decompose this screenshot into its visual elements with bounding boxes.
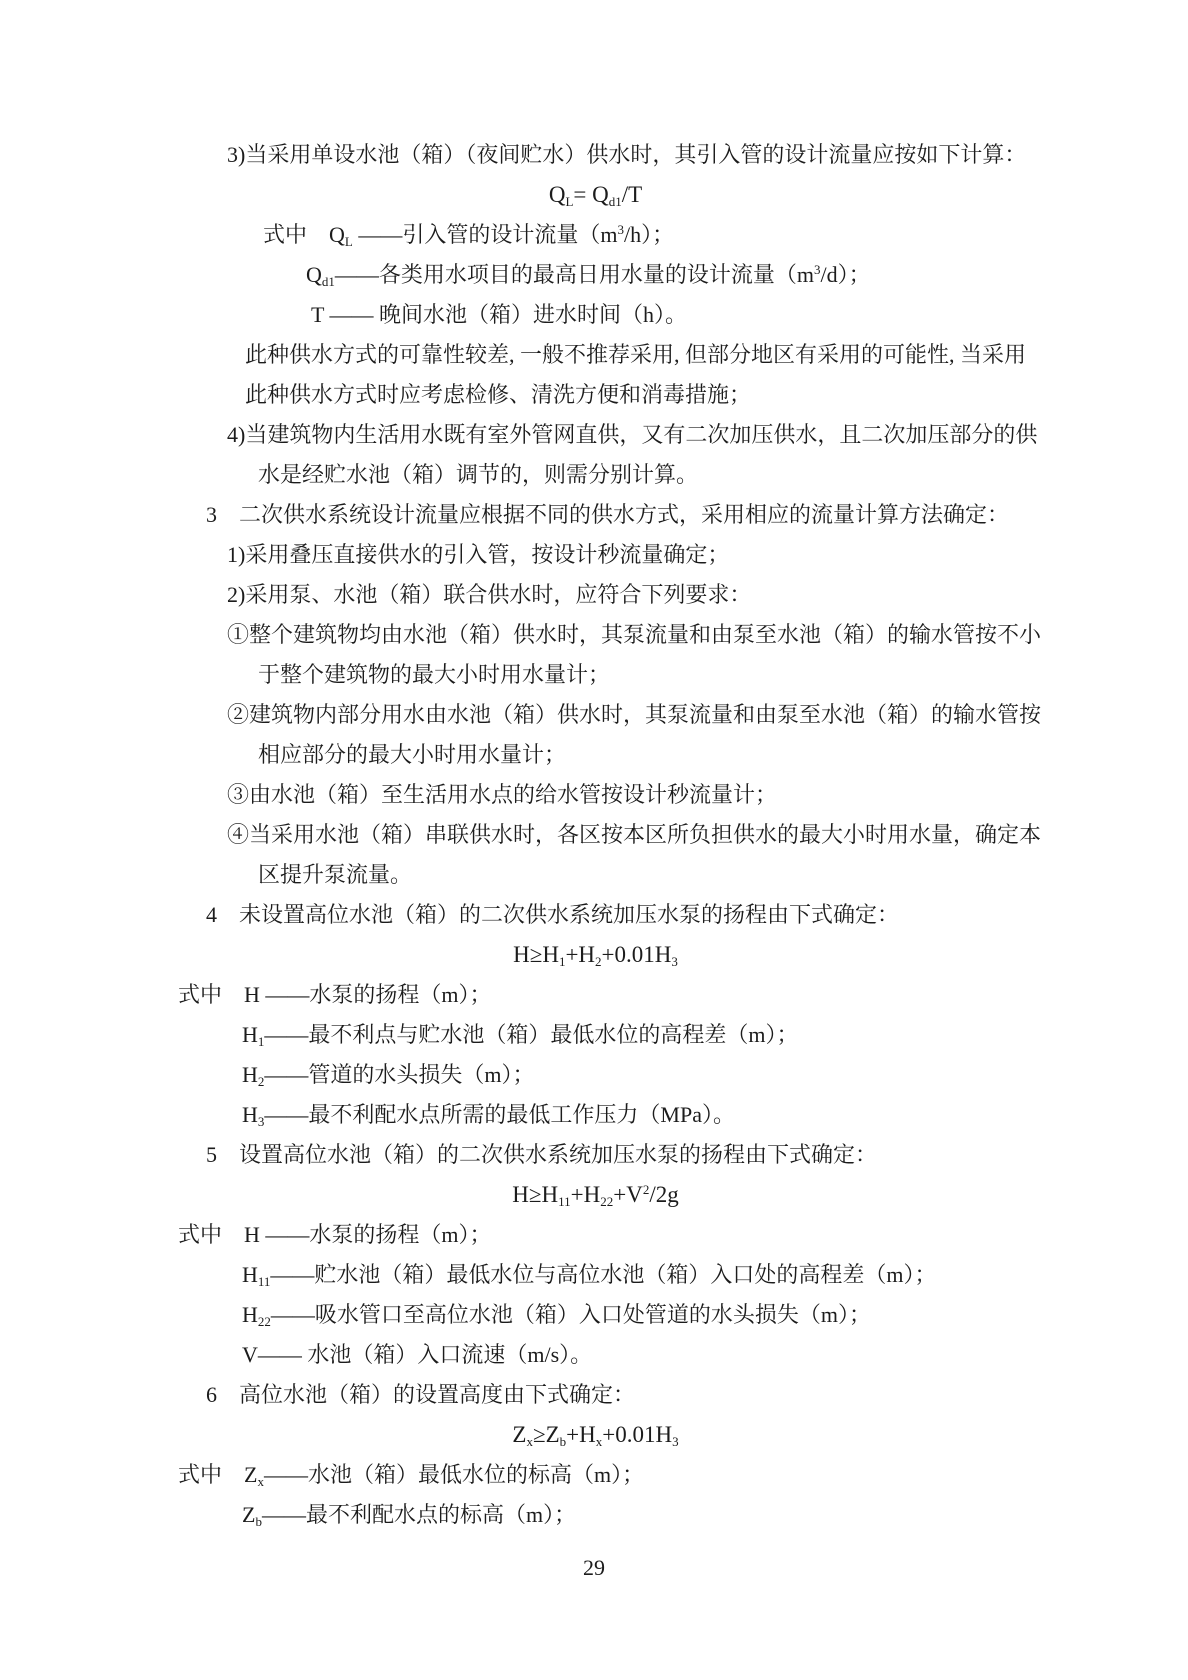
page-number: 29	[583, 1555, 605, 1580]
subitem-circle4-line2: 区提升泵流量。	[258, 862, 413, 887]
section-6-heading: 6 高位水池（箱）的设置高度由下式确定：	[206, 1382, 636, 1407]
item-1: 1)采用叠压直接供水的引入管，按设计秒流量确定；	[227, 542, 730, 567]
symbol-def-t: T —— 晚间水池（箱）进水时间（h）。	[311, 302, 688, 327]
symbol-def-h-2: 式中 H ——水泵的扬程（m）；	[178, 1222, 492, 1247]
clause-4-intro-line1: 4)当建筑物内生活用水既有室外管网直供，又有二次加压供水，且二次加压部分的供	[227, 422, 1038, 447]
section-4-heading: 4 未设置高位水池（箱）的二次供水系统加压水泵的扬程由下式确定：	[206, 902, 900, 927]
document-content	[178, 135, 1068, 1535]
formula-pump-head-2: $H\ge H_{11}+H_{22}+V^2/2g$	[512, 1182, 679, 1209]
symbol-def-qd1: $Q_{d1}——$各类用水项目的最高日用水量的设计流量$(m^3/d)$；	[306, 262, 871, 289]
symbol-def-zb: $Z_b——$最不利配水点的标高（m）；	[242, 1502, 577, 1529]
symbol-def-h1: $H_1——$最不利点与贮水池（箱）最低水位的高程差（m）；	[242, 1022, 799, 1049]
subitem-circle4-line1: ④当采用水池（箱）串联供水时，各区按本区所负担供水的最大小时用水量，确定本	[227, 822, 1042, 847]
note-reliability-line2: 此种供水方式时应考虑检修、清洗方便和消毒措施；	[245, 382, 752, 407]
clause-3-intro: 3)当采用单设水池（箱）（夜间贮水）供水时，其引入管的设计流量应按如下计算：	[227, 142, 1027, 167]
note-reliability-line1: 此种供水方式的可靠性较差, 一般不推荐采用, 但部分地区有采用的可能性, 当采用	[245, 342, 1027, 367]
subitem-circle2-line1: ②建筑物内部分用水由水池（箱）供水时，其泵流量和由泵至水池（箱）的输水管按	[227, 702, 1042, 727]
symbol-def-ql: 式中 $Q_L$ ——引入管的设计流量$(m^3/h)$；	[263, 222, 675, 249]
formula-inlet-flow: $Q_L= Q_{d1}/T$	[548, 182, 643, 209]
symbol-def-zx: 式中 $Z_x——$水池（箱）最低水位的标高（m）；	[178, 1462, 645, 1489]
clause-4-intro-line2: 水是经贮水池（箱）调节的，则需分别计算。	[258, 462, 699, 487]
symbol-def-h2: $H_2——$管道的水头损失（m）；	[242, 1062, 535, 1089]
section-3-heading: 3 二次供水系统设计流量应根据不同的供水方式，采用相应的流量计算方法确定：	[206, 502, 1010, 527]
symbol-def-h: 式中 H ——水泵的扬程（m）；	[178, 982, 492, 1007]
subitem-circle3: ③由水池（箱）至生活用水点的给水管按设计秒流量计；	[227, 782, 778, 807]
section-5-heading: 5 设置高位水池（箱）的二次供水系统加压水泵的扬程由下式确定：	[206, 1142, 878, 1167]
item-2: 2)采用泵、水池（箱）联合供水时，应符合下列要求：	[227, 582, 752, 607]
subitem-circle1-line1: ①整个建筑物均由水池（箱）供水时，其泵流量和由泵至水池（箱）的输水管按不小	[227, 622, 1042, 647]
formula-pump-head-1: $H\ge H_1+H_2+0.01H_3$	[513, 942, 678, 969]
symbol-def-h22: $H_{22}——$吸水管口至高位水池（箱）入口处管道的水头损失（m）；	[242, 1302, 872, 1329]
formula-tank-height: $Z_x\ge Z_b+H_x+0.01H_3$	[512, 1422, 679, 1449]
subitem-circle1-line2: 于整个建筑物的最大小时用水量计；	[258, 662, 611, 687]
symbol-def-v: V—— 水池（箱）入口流速（m/s）。	[242, 1342, 593, 1367]
symbol-def-h3: $H_3——$最不利配水点所需的最低工作压力（MPa）。	[242, 1102, 735, 1129]
subitem-circle2-line2: 相应部分的最大小时用水量计；	[258, 742, 567, 767]
symbol-def-h11: $H_{11}——$贮水池（箱）最低水位与高位水池（箱）入口处的高程差（m）；	[242, 1262, 937, 1289]
